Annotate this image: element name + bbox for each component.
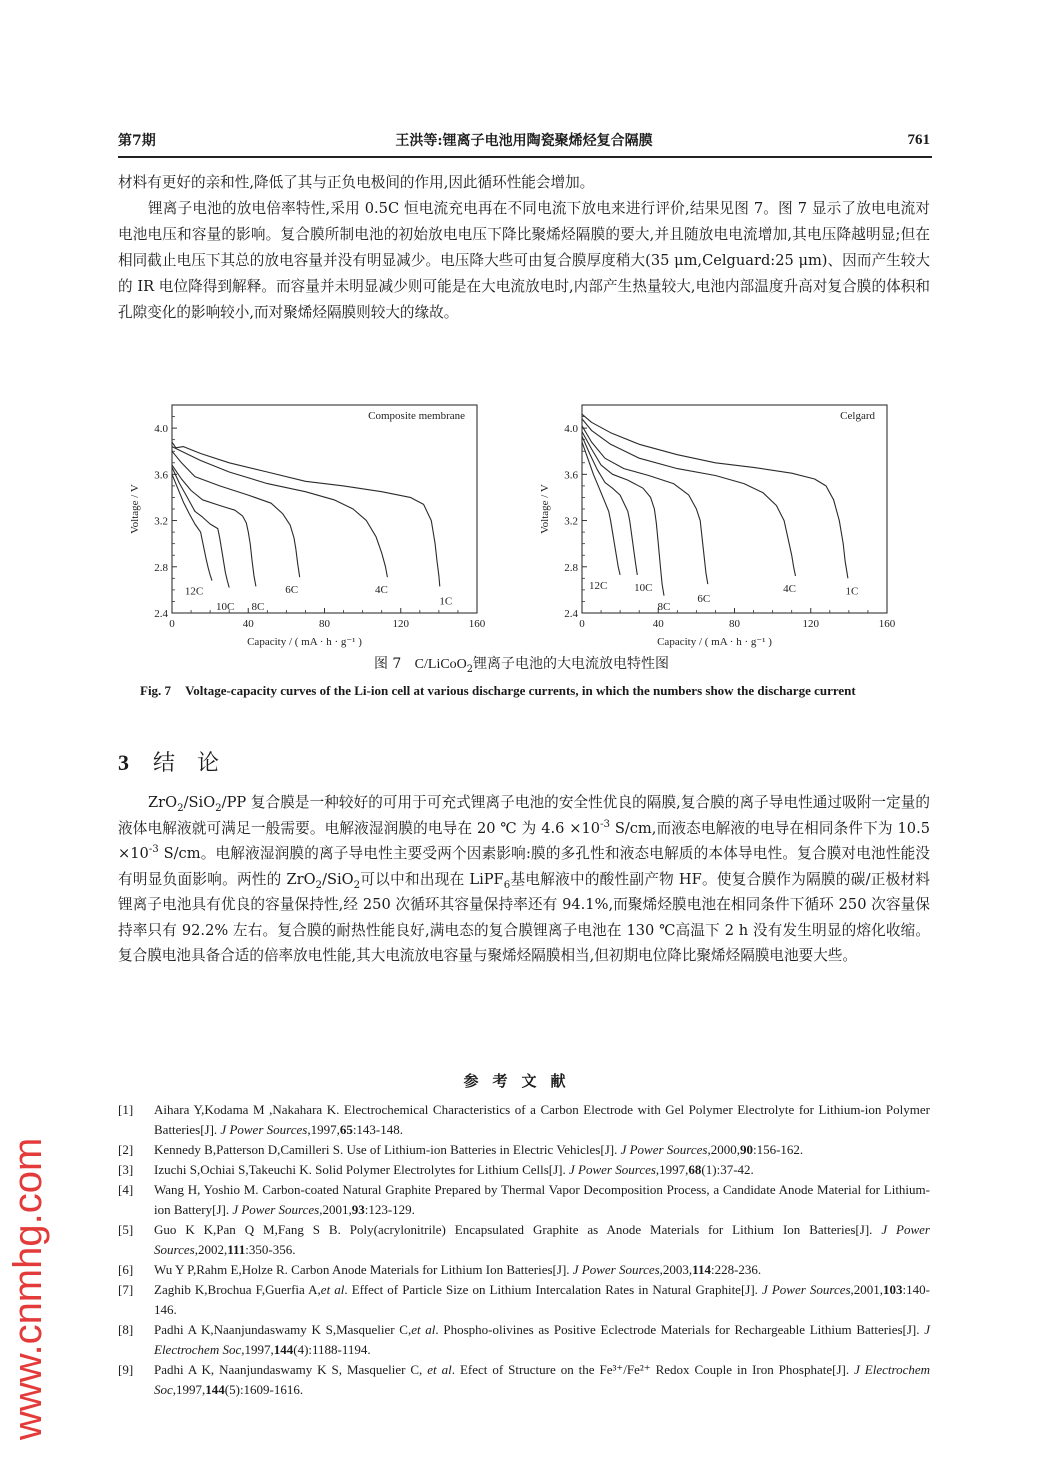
reference-index: [1] <box>118 1102 134 1117</box>
y-tick-label: 3.2 <box>154 515 168 528</box>
chart-celgard <box>530 395 910 650</box>
figure-number-en: Fig. 7 <box>140 683 172 698</box>
chart-title: Composite membrane <box>368 410 465 422</box>
series-label: 10C <box>634 581 653 594</box>
section-heading <box>118 748 219 779</box>
issue-label: 第7期 <box>118 133 156 149</box>
y-tick-label: 3.6 <box>564 469 578 482</box>
x-axis-label: Capacity / ( mA · h · g⁻¹ ) <box>247 636 362 648</box>
reference-index: [6] <box>118 1262 134 1277</box>
paragraph: 锂离子电池的放电倍率特性,采用 0.5C 恒电流充电再在不同电流下放电来进行评价,结果见图 7。图 7 显示了放电电流对电池电压和容量的影响。复合膜所制电池的初始放电电压下降比聚烯烃隔膜的要大,并且随放电电流增加,其电压降越明显;但在相同截止电压下其总的放电容量并没有明显减少。电压降大些可由复合膜厚度稍大(35 μm,Celguard:25 μm)、因而产生较大的 IR 电位降得到解释。而容量并未明显减少则可能是在大电流放电时,内部产生热量较大,电池内部温度升高对复合膜的体积和孔隙变化的影响较小,而对聚烯烃隔膜则较大的缘故。 <box>118 200 930 321</box>
series-line-6C <box>172 451 300 577</box>
series-line-12C <box>172 474 212 580</box>
plot-frame <box>582 405 887 613</box>
reference-index: [9] <box>118 1362 134 1377</box>
figure-caption-en <box>140 680 896 702</box>
series-line-4C <box>582 419 796 576</box>
reference-item <box>118 1360 930 1400</box>
section-title-part: 结 <box>153 751 176 776</box>
x-tick-label: 120 <box>392 618 409 630</box>
x-tick-label: 80 <box>729 618 740 630</box>
series-label: 10C <box>216 601 235 613</box>
references-heading: 参考文献 <box>463 1072 580 1090</box>
reference-index: [7] <box>118 1282 134 1297</box>
series-line-6C <box>582 426 708 584</box>
reference-item <box>118 1280 930 1320</box>
figure-number-cn: 图 7 <box>373 656 402 672</box>
series-label: 4C <box>374 584 388 597</box>
x-tick-label: 0 <box>579 618 585 630</box>
series-label: 12C <box>588 579 608 592</box>
series-label: 1C <box>439 595 453 608</box>
reference-text: Zaghib K,Brochua F,Guerfia A,et al. Effect of Particle Size on Lithium Intercalation Rates in Natural Graphite[J]. J Power Sources,2001,103:140-146. <box>154 1282 930 1317</box>
page-number: 761 <box>907 132 930 148</box>
caption-text-en: Voltage-capacity curves of the Li-ion cell at various discharge currents, in which the numbers show the discharge current <box>185 683 856 698</box>
reference-index: [3] <box>118 1162 134 1177</box>
reference-item <box>118 1220 930 1260</box>
header-rule <box>118 156 932 158</box>
y-tick-label: 2.4 <box>154 608 168 620</box>
reference-text: Wang H, Yoshio M. Carbon-coated Natural Graphite Prepared by Thermal Vapor Decomposition Process, a Candidate Anode Material for Lithium-ion Battery[J]. J Power Sources,2001,93:123-129. <box>154 1182 930 1217</box>
reference-list <box>118 1100 930 1400</box>
series-label: 6C <box>285 584 299 597</box>
series-line-4C <box>172 447 387 578</box>
y-tick-label: 2.8 <box>564 561 578 574</box>
reference-text: Guo K K,Pan Q M,Fang S B. Poly(acrylonitrile) Encapsulated Graphite as Anode Materials for Lithium Ion Batteries[J]. J Power Sources,2002,111:350-356. <box>154 1222 930 1257</box>
caption-formula: C/LiCoO <box>414 657 467 672</box>
reference-text: Kennedy B,Patterson D,Camilleri S. Use of Lithium-ion Batteries in Electric Vehicles[J]. J Power Sources,2000,90:156-162. <box>154 1142 804 1157</box>
y-tick-label: 3.6 <box>154 469 168 482</box>
reference-index: [4] <box>118 1182 134 1197</box>
reference-item <box>118 1160 930 1180</box>
series-label: 1C <box>845 585 859 598</box>
x-tick-label: 40 <box>652 618 664 630</box>
series-line-10C <box>172 467 229 587</box>
section-number: 3 <box>118 750 129 775</box>
series-line-8C <box>582 432 664 596</box>
reference-index: [5] <box>118 1222 134 1237</box>
series-label: 8C <box>251 601 265 613</box>
body-top <box>118 170 930 326</box>
series-label: 8C <box>657 601 671 613</box>
reference-index: [8] <box>118 1322 134 1337</box>
series-label: 4C <box>783 583 796 596</box>
reference-text: Padhi A K,Naanjundaswamy K S,Masquelier C,et al. Phospho-olivines as Positive Eclectrode Materials for Rechargeable Lithium Batteries[J]. J Electrochem Soc,1997,144(4):1188-1194. <box>154 1322 930 1357</box>
series-line-12C <box>582 442 620 575</box>
figure-caption-cn <box>0 654 1043 675</box>
x-tick-label: 160 <box>468 618 486 630</box>
y-tick-label: 3.2 <box>564 515 578 528</box>
y-axis-label: Voltage / V <box>539 484 551 534</box>
paragraph: ZrO$_2$/SiO$_2$/PP 复合膜是一种较好的可用于可充式锂离子电池的安全性优良的隔膜,复合膜的离子导电性通过吸附一定量的液体电解液就可满足一般需要。电解液湿润膜的电导在 20 ℃ 为 $4.6 \times 10^{-3}$ S/cm,而液态电解液的电导在相同条件下为 $10.5 \times 10^{-3}$ S/cm。电解液湿润膜的离子导电性主要受两个因素影响:膜的多孔性和液态电解质的本体导电性。复合膜对电池性能没有明显负面影响。两性的 ZrO$_2$/SiO$_2$可以中和出现在 LiPF$_6$基电解液中的酸性副产物 HF。使复合膜作为隔膜的碳/正极材料锂离子电池具有优良的容量保持性,经 250 次循环其容量保持率还有 94.1%,而聚烯烃膜电池在相同条件下循环 250 次容量保持率只有 92.2% 左右。复合膜的耐热性能良好,满电态的复合膜锂离子电池在 130 ℃高温下 2 h 没有发生明显的熔化收缩。复合膜电池具备合适的倍率放电性能,其大电流放电容量与聚烯烃隔膜相当,但初期电位降比聚烯烃隔膜电池要大些。 <box>118 794 930 964</box>
y-tick-label: 2.8 <box>154 561 168 574</box>
reference-item <box>118 1140 930 1160</box>
section-title-part: 论 <box>197 751 220 776</box>
reference-text: Izuchi S,Ochiai S,Takeuchi K. Solid Polymer Electrolytes for Lithium Cells[J]. J Power Sources,1997,68(1):37-42. <box>154 1162 754 1177</box>
x-tick-label: 160 <box>878 618 896 630</box>
caption-subscript: 2 <box>466 663 474 675</box>
x-tick-label: 80 <box>319 618 330 630</box>
y-tick-label: 2.4 <box>564 608 578 620</box>
running-header <box>118 130 930 154</box>
conclusion-body <box>118 790 930 969</box>
running-title: 王洪等:锂离子电池用陶瓷聚烯烃复合隔膜 <box>395 133 653 149</box>
reference-text: Padhi A K, Naanjundaswamy K S, Masquelier C, et al. Efect of Structure on the Fe³⁺/Fe²⁺ Redox Couple in Iron Phosphate[J]. J Electrochem Soc,1997,144(5):1609-1616. <box>154 1362 930 1397</box>
y-axis-label: Voltage / V <box>129 484 141 534</box>
paragraph: 材料有更好的亲和性,降低了其与正负电极间的作用,因此循环性能会增加。 <box>118 174 595 191</box>
plot-frame <box>172 405 477 613</box>
chart-composite <box>120 395 500 650</box>
reference-item <box>118 1320 930 1360</box>
x-tick-label: 120 <box>802 618 819 630</box>
reference-item <box>118 1180 930 1220</box>
reference-text: Aihara Y,Kodama M ,Nakahara K. Electrochemical Characteristics of a Carbon Electrode with Gel Polymer Electrolyte for Lithium-ion Polymer Batteries[J]. J Power Sources,1997,65:143-148. <box>154 1102 930 1137</box>
y-tick-label: 4.0 <box>154 423 168 436</box>
series-line-10C <box>582 436 637 575</box>
chart-title: Celgard <box>840 410 875 422</box>
series-line-1C <box>582 414 848 578</box>
reference-index: [2] <box>118 1142 134 1157</box>
reference-item <box>118 1100 930 1140</box>
reference-text: Wu Y P,Rahm E,Holze R. Carbon Anode Materials for Lithium Ion Batteries[J]. J Power Sources,2003,114:228-236. <box>154 1262 762 1277</box>
series-line-1C <box>172 442 440 586</box>
series-label: 12C <box>184 585 204 598</box>
figure-composite <box>120 395 500 654</box>
figure-celgard <box>530 395 910 654</box>
x-tick-label: 40 <box>242 618 254 630</box>
y-tick-label: 4.0 <box>564 423 578 436</box>
watermark: www.cnmhg.com <box>6 1137 50 1440</box>
caption-text: 锂离子电池的大电流放电特性图 <box>473 656 670 672</box>
reference-item <box>118 1260 930 1280</box>
x-axis-label: Capacity / ( mA · h · g⁻¹ ) <box>657 636 772 648</box>
series-label: 6C <box>697 593 711 606</box>
x-tick-label: 0 <box>169 618 175 630</box>
